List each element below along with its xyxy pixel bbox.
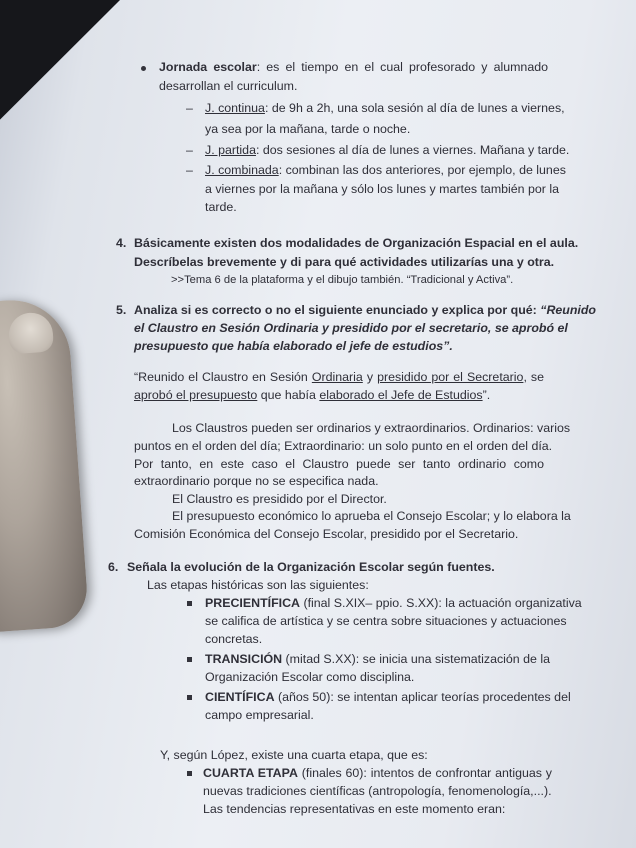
cientifica-line-2: campo empresarial.	[205, 708, 314, 722]
dash-continua: –	[186, 101, 193, 115]
quote-text: ”.	[482, 388, 491, 402]
q5-line-3: presupuesto que había elaborado el jefe de estudios”.	[134, 339, 453, 353]
q5-answer-6: El presupuesto económico lo aprueba el Consejo Escolar; y lo elabora la	[172, 509, 571, 523]
q5-answer-5: El Claustro es presidido por el Director.	[172, 492, 387, 506]
cuarta-line-1	[203, 766, 552, 781]
bullet-square	[187, 771, 192, 776]
q6-intro: Las etapas históricas son las siguientes:	[147, 578, 369, 592]
continua-label: J. continua	[205, 101, 265, 115]
combinada-label: J. combinada	[205, 163, 279, 177]
precientifica-line-3: concretas.	[205, 632, 263, 646]
precientifica-line-1	[205, 596, 582, 611]
combinada-line-1	[205, 163, 566, 178]
dash-combinada: –	[186, 163, 193, 177]
cuarta-line-3: Las tendencias representativas en este momento eran:	[203, 802, 506, 816]
transicion-line-1	[205, 652, 551, 667]
quote-text: “Reunido el Claustro en Sesión	[134, 370, 312, 384]
q5-answer-1: Los Claustros pueden ser ordinarios y extraordinarios. Ordinarios: varios	[172, 421, 571, 435]
q4-note: >>Tema 6 de la plataforma y el dibujo también. “Tradicional y Activa”.	[171, 274, 514, 286]
quote-ordinaria: Ordinaria	[311, 370, 363, 384]
q5-answer-7: Comisión Económica del Consejo Escolar, presidido por el Secretario.	[134, 527, 519, 541]
transicion-line-2: Organización Escolar como disciplina.	[205, 670, 415, 684]
cuarta-text: (finales 60): intentos de confrontar antiguas y	[297, 766, 553, 780]
dash-partida: –	[186, 143, 193, 157]
partida-line	[205, 143, 569, 158]
continua-line-2: ya sea por la mañana, tarde o noche.	[205, 122, 411, 136]
precientifica-line-2: se califica de artística y se centra sobre situaciones y actuaciones	[205, 614, 567, 628]
q5-quote-line-1	[134, 370, 544, 385]
continua-line-1	[205, 101, 565, 116]
combinada-line-2: a viernes por la mañana y sólo los lunes y martes también por la	[205, 182, 559, 196]
bullet-square	[187, 657, 192, 662]
quote-text: , se	[523, 370, 544, 384]
quote-text: que había	[257, 388, 320, 402]
cuarta-label: CUARTA ETAPA	[203, 766, 298, 780]
jornada-line-2: desarrollan el curriculum.	[159, 79, 298, 93]
quote-aprobo: aprobó el presupuesto	[134, 388, 258, 402]
q5-prompt: Analiza si es correcto o no el siguiente enunciado y explica por qué:	[134, 303, 541, 317]
bullet-square	[187, 601, 192, 606]
q6-number: 6.	[108, 560, 119, 574]
lopez-line: Y, según López, existe una cuarta etapa, que es:	[160, 748, 428, 762]
transicion-text: (mitad S.XX): se inicia una sistematización de la	[282, 652, 551, 666]
partida-label: J. partida	[205, 143, 256, 157]
q5-answer-4: extraordinario porque no se especifica nada.	[134, 474, 379, 488]
bullet-square	[187, 695, 192, 700]
q4-line-2: Descríbelas brevemente y di para qué actividades utilizarías una y otra.	[134, 255, 555, 269]
jornada-line-1	[159, 60, 548, 75]
q5-number: 5.	[116, 303, 127, 317]
q5-statement-start: “Reunido	[540, 303, 597, 317]
q4-number: 4.	[116, 236, 127, 250]
combinada-line-3: tarde.	[205, 200, 237, 214]
jornada-text: : es el tiempo en el cual profesorado y alumnado	[256, 60, 548, 74]
q4-line-1: Básicamente existen dos modalidades de Organización Espacial en el aula.	[134, 236, 579, 250]
quote-text: y	[362, 370, 378, 384]
q5-answer-2: puntos en el orden del día; Extraordinario: un solo punto en el orden del día.	[134, 439, 553, 453]
bullet-dot	[141, 66, 146, 71]
cuarta-line-2: nuevas tradiciones científicas (antropología, fenomenología,...).	[203, 784, 552, 798]
thumbnail	[7, 311, 54, 354]
precientifica-label: PRECIENTÍFICA	[205, 596, 300, 610]
quote-presidido: presidido por el Secretario	[377, 370, 524, 384]
partida-text: : dos sesiones al día de lunes a viernes. Mañana y tarde.	[255, 143, 570, 157]
precientifica-text: (final S.XIX– ppio. S.XX): la actuación organizativa	[300, 596, 582, 610]
q6-title: Señala la evolución de la Organización Escolar según fuentes.	[127, 560, 495, 574]
transicion-label: TRANSICIÓN	[205, 652, 283, 666]
cientifica-line-1	[205, 690, 571, 705]
cientifica-text: (años 50): se intentan aplicar teorías procedentes del	[274, 690, 571, 704]
q5-line-2: el Claustro en Sesión Ordinaria y presidido por el secretario, se aprobó el	[134, 321, 568, 335]
q5-answer-3: Por tanto, en este caso el Claustro puede ser tanto ordinario como	[134, 457, 544, 471]
q5-line-1	[134, 303, 597, 318]
cientifica-label: CIENTÍFICA	[205, 690, 275, 704]
continua-text: : de 9h a 2h, una sola sesión al día de lunes a viernes,	[264, 101, 565, 115]
q5-quote-line-2	[134, 388, 490, 403]
jornada-title: Jornada escolar	[159, 60, 257, 74]
combinada-text: : combinan las dos anteriores, por ejemplo, de lunes	[278, 163, 566, 177]
quote-elaborado: elaborado el Jefe de Estudios	[319, 388, 483, 402]
